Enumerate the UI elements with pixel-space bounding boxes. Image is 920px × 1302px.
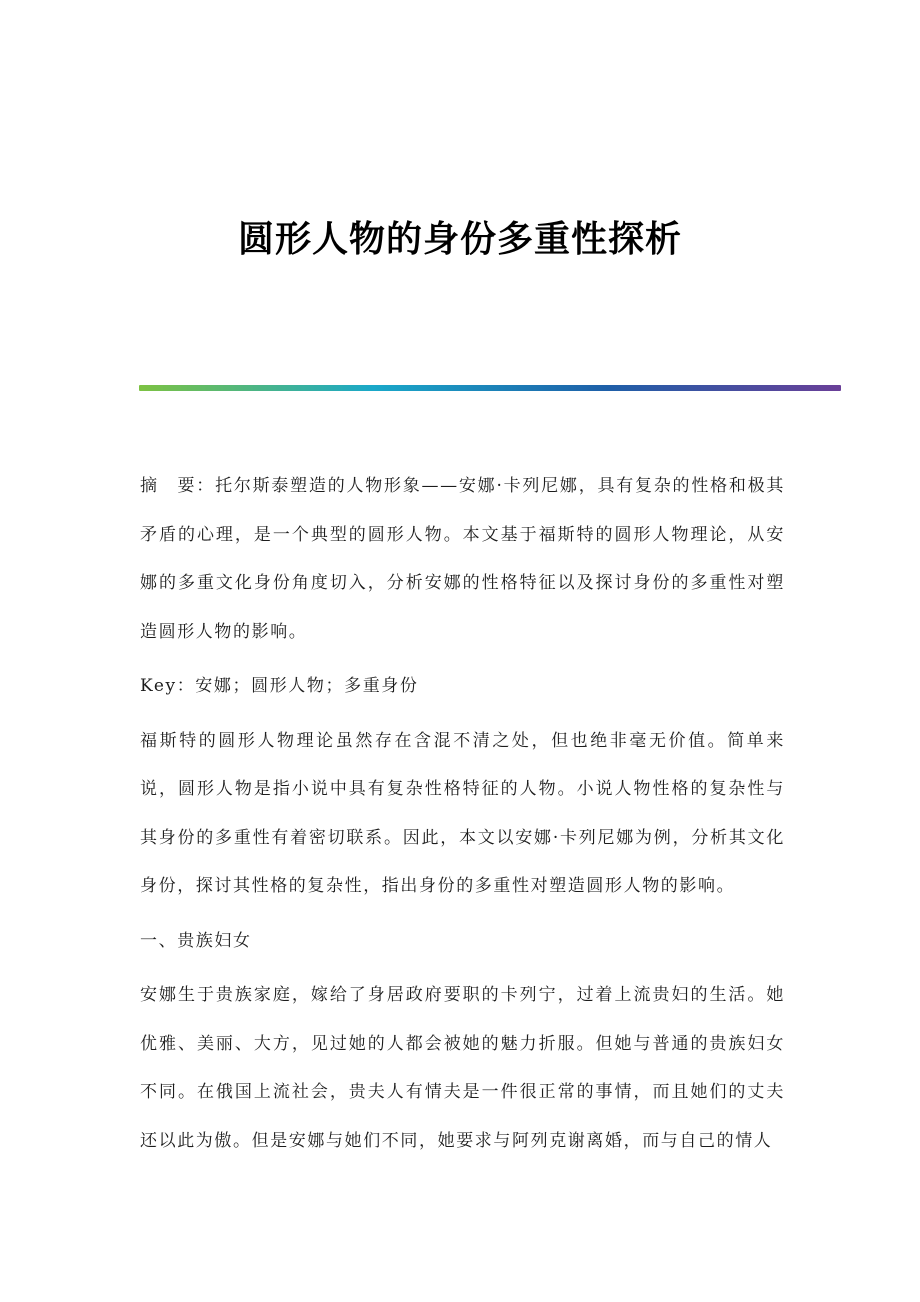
abstract-paragraph: 摘 要：托尔斯泰塑造的人物形象——安娜·卡列尼娜，具有复杂的性格和极其矛盾的心理，是一个典型的圆形人物。本文基于福斯特的圆形人物理论，从安娜的多重文化身份角度切入，分析安娜的性格特征以及探讨身份的多重性对塑造圆形人物的影响。 [140,476,785,642]
document-title: 圆形人物的身份多重性探析 [237,219,682,260]
document-body [140,462,785,1165]
section-paragraph: 安娜生于贵族家庭，嫁给了身居政府要职的卡列宁，过着上流贵妇的生活。她优雅、美丽、大方，见过她的人都会被她的魅力折服。但她与普通的贵族妇女不同。在俄国上流社会，贵夫人有情夫是一件很正常的事情，而且她们的丈夫还以此为傲。但是安娜与她们不同，她要求与阿列克谢离婚，而与自己的情人 [140,985,785,1151]
intro-paragraph: 福斯特的圆形人物理论虽然存在含混不清之处，但也绝非毫无价值。简单来说，圆形人物是指小说中具有复杂性格特征的人物。小说人物性格的复杂性与其身份的多重性有着密切联系。因此，本文以安娜·卡列尼娜为例，分析其文化身份，探讨其性格的复杂性，指出身份的多重性对塑造圆形人物的影响。 [140,730,785,896]
title-divider-bar [139,385,841,391]
keywords-line: Key：安娜；圆形人物；多重身份 [140,676,419,696]
section-heading: 一、贵族妇女 [140,930,252,951]
